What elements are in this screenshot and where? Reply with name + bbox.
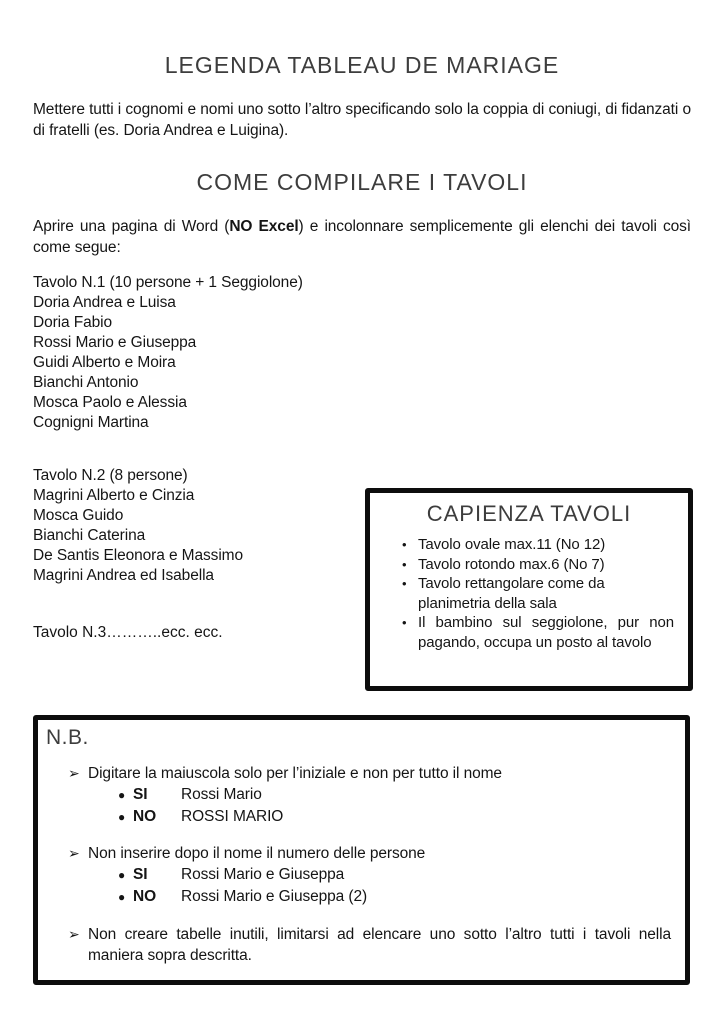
intro-paragraph: Mettere tutti i cognomi e nomi uno sotto l’altro specificando solo la coppia di coniugi, di fidanzati o di fratelli (es. Doria Andrea e Luigina). xyxy=(33,101,691,139)
example-label: SI xyxy=(133,866,148,883)
capienza-item: • Tavolo ovale max.11 (No 12) xyxy=(402,536,606,553)
section-title-come-compilare: COME COMPILARE I TAVOLI xyxy=(196,169,528,195)
table-2-header: Tavolo N.2 (8 persone) xyxy=(33,467,188,484)
nb-example-row xyxy=(46,886,673,908)
list-item: Rossi Mario e Giuseppa xyxy=(33,334,197,351)
list-item: Magrini Andrea ed Isabella xyxy=(33,567,214,584)
instructions-pre: Aprire una pagina di Word ( xyxy=(33,218,230,235)
example-value: Rossi Mario e Giuseppa (2) xyxy=(181,888,368,905)
bullet-icon: • xyxy=(402,556,407,572)
list-item: Bianchi Caterina xyxy=(33,527,146,544)
nb-example-row xyxy=(46,784,673,806)
bullet-icon: • xyxy=(402,615,407,630)
example-label: SI xyxy=(133,786,148,803)
nb-rules xyxy=(46,763,673,966)
capienza-item: • Tavolo rotondo max.6 (No 7) xyxy=(402,555,605,573)
example-label: NO xyxy=(133,888,157,905)
example-label: NO xyxy=(133,808,157,825)
page-title: LEGENDA TABLEAU DE MARIAGE xyxy=(164,52,560,78)
arrow-bullet-icon: ➢ xyxy=(68,765,80,781)
example-value: Rossi Mario xyxy=(181,786,262,803)
list-item: Cognigni Martina xyxy=(33,414,149,431)
list-item: Magrini Alberto e Cinzia xyxy=(33,487,195,504)
list-item: Bianchi Antonio xyxy=(33,374,139,391)
dot-bullet-icon: ● xyxy=(118,810,126,824)
list-item: Mosca Guido xyxy=(33,507,124,524)
table-1-header: Tavolo N.1 (10 persone + 1 Seggiolone) xyxy=(33,274,303,291)
nb-example-row xyxy=(46,864,673,886)
arrow-bullet-icon: ➢ xyxy=(68,845,80,861)
instructions-post: ) e incolonnare semplicemente gli elenchi dei tavoli così come segue: xyxy=(33,218,691,256)
list-item: Guidi Alberto e Moira xyxy=(33,354,176,371)
example-value: ROSSI MARIO xyxy=(181,808,284,825)
instructions-paragraph xyxy=(33,216,691,258)
list-item: Doria Andrea e Luisa xyxy=(33,294,176,311)
capienza-tavoli-box xyxy=(365,488,693,691)
tavolo-3-etc-line: Tavolo N.3………..ecc. ecc. xyxy=(33,624,223,641)
nb-rule: ➢ Digitare la maiuscola solo per l’iniziale e non per tutto il nome xyxy=(68,765,502,782)
capienza-item: • Il bambino sul seggiolone, pur non pagando, occupa un posto al tavolo xyxy=(402,614,674,651)
instructions-bold-no-excel: NO Excel xyxy=(229,218,299,235)
capienza-box-title: CAPIENZA TAVOLI xyxy=(426,501,632,526)
nb-example-row xyxy=(46,806,673,828)
list-item: Mosca Paolo e Alessia xyxy=(33,394,187,411)
list-item: Doria Fabio xyxy=(33,314,113,331)
capienza-items xyxy=(384,535,674,652)
example-value: Rossi Mario e Giuseppa xyxy=(181,866,345,883)
nb-rule: ➢ Non inserire dopo il nome il numero delle persone xyxy=(68,845,426,862)
nb-box-title: N.B. xyxy=(46,726,89,749)
bullet-icon: • xyxy=(402,576,407,591)
dot-bullet-icon: ● xyxy=(118,890,126,904)
table-1-list xyxy=(33,273,691,433)
dot-bullet-icon: ● xyxy=(118,788,126,802)
nb-rule: ➢ Non creare tabelle inutili, limitarsi ad elencare uno sotto l’altro tutti i tavoli nella maniera sopra descritta. xyxy=(68,926,671,964)
capienza-item: • Tavolo rettangolare come da planimetria della sala xyxy=(402,575,605,612)
nb-box xyxy=(33,715,690,985)
list-item: De Santis Eleonora e Massimo xyxy=(33,547,243,564)
bullet-icon: • xyxy=(402,537,407,552)
arrow-bullet-icon: ➢ xyxy=(68,926,80,942)
dot-bullet-icon: ● xyxy=(118,868,126,882)
